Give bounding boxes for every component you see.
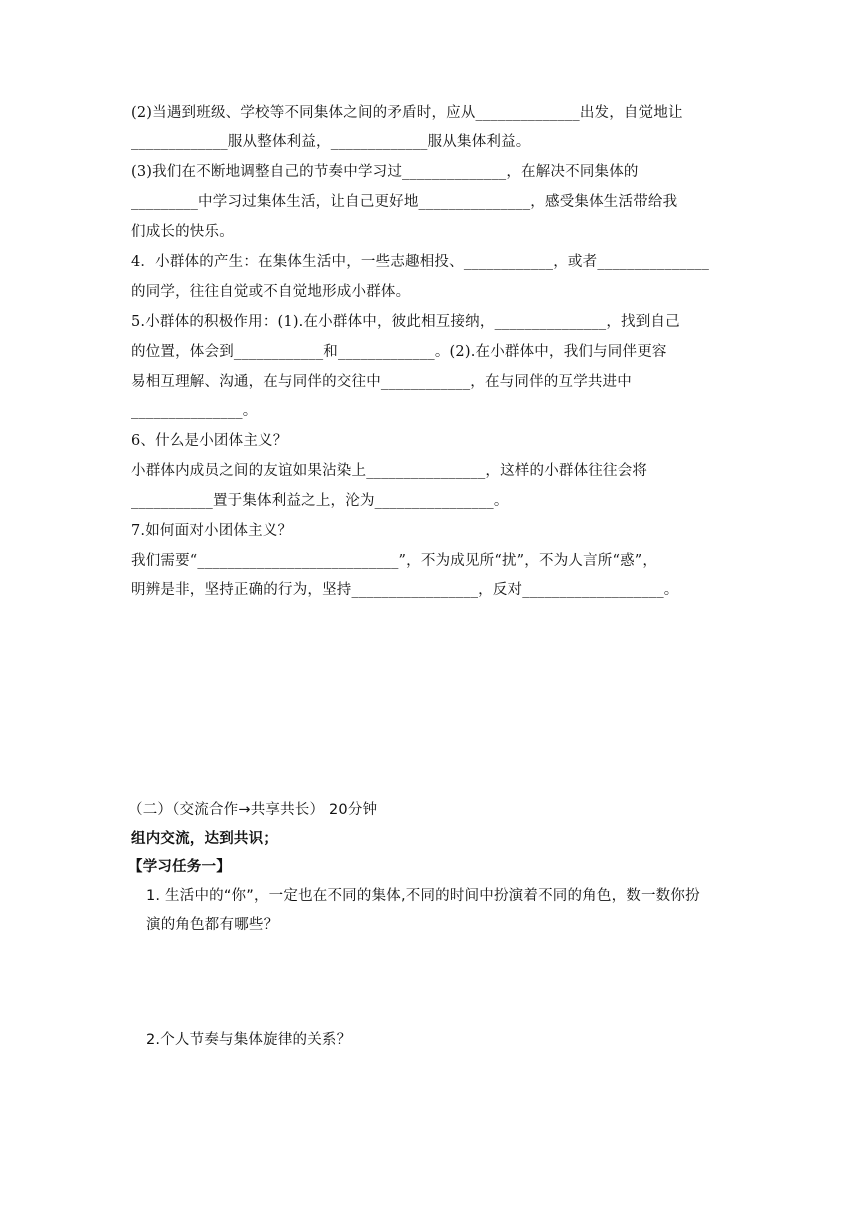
text-line-q3-part2: _________中学习过集体生活，让自己更好地_______________，感受集体生活带给我 — [131, 194, 678, 210]
text-line-item5-part4: _______________。 — [131, 403, 258, 419]
text-line-q2-part1: (2)当遇到班级、学校等不同集体之间的矛盾时，应从______________出发，自觉地让 — [131, 105, 683, 121]
text-line-item7-part1: 我们需要“___________________________”，不为成见所“扰”，不为人言所“惑”， — [131, 553, 658, 569]
text-line-item6-part2: ___________置于集体利益之上，沦为________________。 — [131, 493, 509, 509]
task-question-2: 2.个人节奏与集体旋律的关系？ — [146, 1032, 352, 1048]
text-line-q3-part1: (3)我们在不断地调整自己的节奏中学习过______________，在解决不同集体的 — [131, 164, 639, 180]
text-line-item6-part1: 小群体内成员之间的友谊如果沾染上________________，这样的小群体往往会将 — [131, 463, 648, 479]
text-line-item5-part1: 5.小群体的积极作用：(1).在小群体中，彼此相互接纳，_______________，找到自己 — [131, 314, 680, 330]
text-line-item7-part2: 明辨是非，坚持正确的行为，坚持_________________，反对___________________。 — [131, 582, 679, 598]
text-line-item5-part3: 易相互理解、沟通，在与同伴的交往中____________，在与同伴的互学共进中 — [131, 374, 632, 390]
text-line-q3-part3: 们成长的快乐。 — [131, 224, 234, 240]
section-subheading: 组内交流，达到共识； — [131, 831, 278, 847]
text-line-item4-part1: 4．小群体的产生：在集体生活中，一些志趣相投、____________，或者_______________ — [131, 254, 710, 270]
text-line-item4-part2: 的同学，往往自觉或不自觉地形成小群体。 — [131, 284, 411, 300]
text-line-q2-part2: _____________服从整体利益，_____________服从集体利益。 — [131, 134, 531, 150]
text-line-item6-question: 6、什么是小团体主义？ — [131, 433, 288, 449]
section-heading: （二）（交流合作→共享共长） 20分钟 — [128, 802, 378, 818]
text-line-item7-question: 7.如何面对小团体主义？ — [131, 523, 293, 539]
task-question-1-line2: 演的角色都有哪些？ — [146, 917, 279, 933]
task-label: 【学习任务一】 — [128, 859, 231, 875]
task-question-1-line1: 1. 生活中的“你”，一定也在不同的集体,不同的时间中扮演着不同的角色，数一数你扮 — [146, 888, 700, 904]
text-line-item5-part2: 的位置，体会到____________和_____________。(2).在小群体中，我们与同伴更容 — [131, 344, 667, 360]
